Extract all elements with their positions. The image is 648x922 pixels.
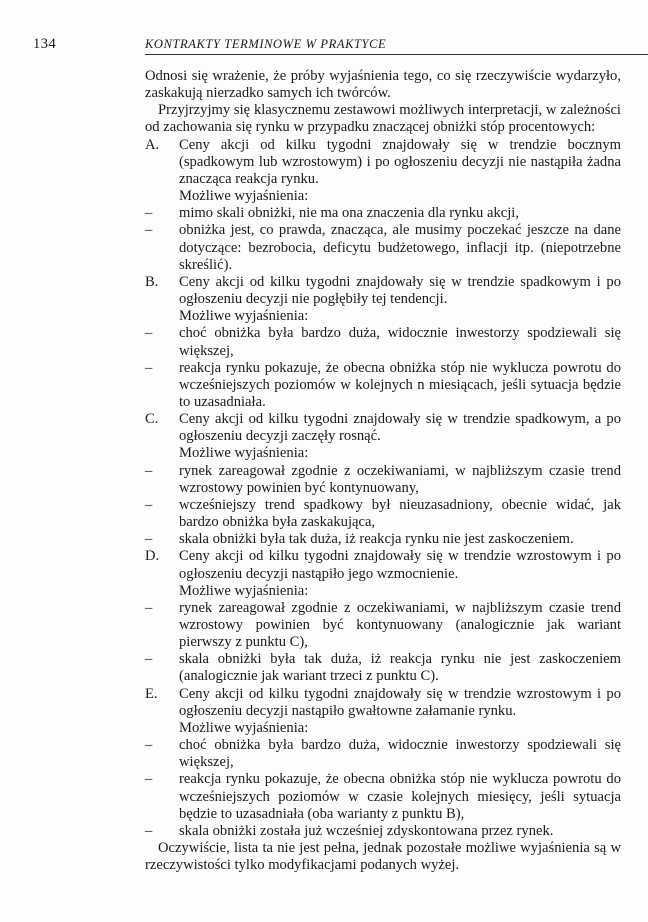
- explanation-text: obniżka jest, co prawda, znacząca, ale musimy poczekać jeszcze na dane dotyczące: bezrobocia, deficytu budżetowego, inflacji itp. (niepotrzebne skreślić).: [179, 222, 621, 273]
- dash-marker: –: [145, 496, 153, 513]
- header-rule: [145, 54, 648, 55]
- dash-marker: –: [145, 359, 153, 376]
- case-marker: C.: [145, 411, 159, 428]
- case-d: [145, 548, 621, 582]
- explanation-text: rynek zareagował zgodnie z oczekiwaniami, w najbliższym czasie trend wzrostowy powinien być kontynuowany,: [179, 462, 621, 496]
- paragraph: Przyjrzyjmy się klasycznemu zestawowi możliwych interpretacji, w zależności od zachowania się rynku w przypadku znaczącej obniżki stóp procentowych:: [145, 102, 621, 136]
- dash-marker: –: [145, 651, 153, 668]
- dash-marker: –: [145, 599, 153, 616]
- explanation-text: rynek zareagował zgodnie z oczekiwaniami, w najbliższym czasie trend wzrostowy powinien być kontynuowany (analogicznie jak wariant pierwszy z punktu C),: [179, 599, 621, 651]
- explanation-text: reakcja rynku pokazuje, że obecna obniżka stóp nie wyklucza powrotu do wcześniejszych poziomów w czasie kolejnych miesięcy, jeśli sytuacja będzie to uzasadniała (oba warianty z punktu B),: [179, 771, 621, 822]
- case-marker: B.: [145, 273, 159, 290]
- explanations-heading: Możliwe wyjaśnienia:: [179, 445, 309, 462]
- page-header: [33, 34, 615, 56]
- explanation-text: choć obniżka była bardzo duża, widocznie inwestorzy spodziewali się większej,: [179, 737, 621, 771]
- explanation-item: [145, 771, 621, 822]
- explanation-item: [145, 531, 621, 548]
- explanation-item: [145, 325, 621, 359]
- case-marker: E.: [145, 685, 158, 702]
- explanation-text: mimo skali obniżki, nie ma ona znaczenia dla rynku akcji,: [179, 205, 520, 222]
- explanation-item: [145, 497, 621, 531]
- dash-marker: –: [145, 325, 153, 342]
- explanations-heading: Możliwe wyjaśnienia:: [179, 308, 309, 325]
- body-text: [145, 68, 621, 874]
- explanation-text: skala obniżki została już wcześniej zdyskontowana przez rynek.: [179, 822, 554, 839]
- paragraph: Odnosi się wrażenie, że próby wyjaśnienia tego, co się rzeczywiście wydarzyło, zaskakują nierzadko samych ich twórców.: [145, 68, 621, 102]
- case-text: Ceny akcji od kilku tygodni znajdowały się w trendzie wzrostowym i po ogłoszeniu decyzji nastąpiło jego wzmocnienie.: [179, 548, 621, 582]
- explanation-item: [145, 222, 621, 273]
- explanation-item: [145, 360, 621, 411]
- case-marker: A.: [145, 136, 160, 153]
- dash-marker: –: [145, 222, 153, 239]
- explanation-text: skala obniżki była tak duża, iż reakcja rynku nie jest zaskoczeniem (analogicznie jak wariant trzeci z punktu C).: [179, 651, 621, 685]
- dash-marker: –: [145, 531, 153, 548]
- dash-marker: –: [145, 205, 153, 222]
- dash-marker: –: [145, 822, 153, 839]
- explanation-item: [145, 600, 621, 651]
- explanation-item: [145, 651, 621, 685]
- explanation-item: [145, 205, 621, 222]
- dash-marker: –: [145, 462, 153, 479]
- case-text: Ceny akcji od kilku tygodni znajdowały się w trendzie bocznym (spadkowym lub wzrostowym) i po ogłoszeniu decyzji nie nastąpiła żadna znacząca reakcja rynku.: [179, 136, 621, 187]
- explanation-text: skala obniżki była tak duża, iż reakcja rynku nie jest zaskoczeniem.: [179, 531, 574, 548]
- case-marker: D.: [145, 548, 160, 565]
- case-text: Ceny akcji od kilku tygodni znajdowały się w trendzie wzrostowym i po ogłoszeniu decyzji nastąpiło gwałtowne załamanie rynku.: [179, 685, 621, 719]
- explanation-text: reakcja rynku pokazuje, że obecna obniżka stóp nie wyklucza powrotu do wcześniejszych poziomów w kolejnych n miesiącach, jeśli sytuacja będzie to uzasadniała.: [179, 359, 621, 410]
- dash-marker: –: [145, 737, 153, 754]
- running-title: KONTRAKTY TERMINOWE W PRAKTYCE: [145, 37, 387, 51]
- explanation-item: [145, 463, 621, 497]
- case-b: [145, 274, 621, 308]
- explanations-heading: Możliwe wyjaśnienia:: [179, 582, 309, 599]
- explanation-item: [145, 823, 621, 840]
- case-a: [145, 137, 621, 188]
- explanation-item: [145, 737, 621, 771]
- case-e: [145, 686, 621, 720]
- explanation-text: wcześniejszy trend spadkowy był nieuzasadniony, obecnie widać, jak bardzo obniżka była zaskakująca,: [179, 496, 621, 531]
- paragraph: Oczywiście, lista ta nie jest pełna, jednak pozostałe możliwe wyjaśnienia są w rzeczywistości tylko modyfikacjami podanych wyżej.: [145, 840, 621, 874]
- explanation-text: choć obniżka była bardzo duża, widocznie inwestorzy spodziewali się większej,: [179, 325, 621, 359]
- explanations-heading: Możliwe wyjaśnienia:: [179, 719, 309, 736]
- case-text: Ceny akcji od kilku tygodni znajdowały się w trendzie spadkowym, a po ogłoszeniu decyzji zaczęły rosnąć.: [179, 411, 621, 445]
- case-c: [145, 411, 621, 445]
- page-number: 134: [33, 36, 57, 52]
- case-text: Ceny akcji od kilku tygodni znajdowały się w trendzie spadkowym i po ogłoszeniu decyzji nie pogłębiły tej tendencji.: [179, 273, 621, 308]
- dash-marker: –: [145, 771, 153, 788]
- explanations-heading: Możliwe wyjaśnienia:: [179, 188, 309, 205]
